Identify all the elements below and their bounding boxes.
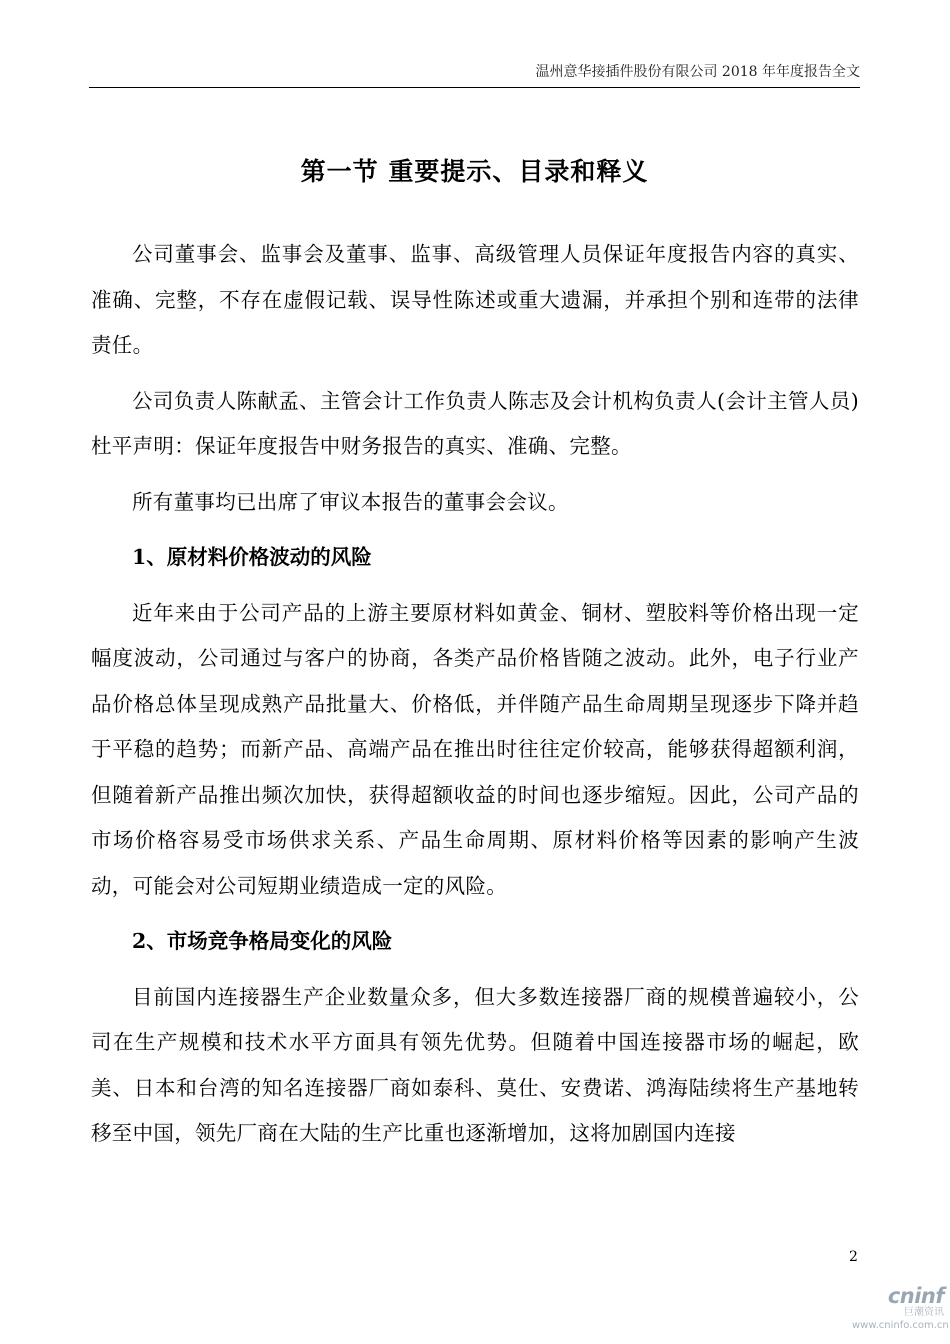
heading-competition-risk: 2、市场竞争格局变化的风险 <box>132 929 393 953</box>
paragraph-responsible-persons: 公司负责人陈献孟、主管会计工作负责人陈志及会计机构负责人(会计主管人员)杜平声明：保证年度报告中财务报告的真实、准确、完整。 <box>91 388 859 458</box>
cninfo-logo-cn: 巨潮资讯 <box>904 1307 944 1318</box>
running-header: 温州意华接插件股份有限公司 2018 年年度报告全文 <box>535 64 860 80</box>
heading-raw-material-risk: 1、原材料价格波动的风险 <box>132 545 372 569</box>
cninfo-watermark <box>852 1284 949 1337</box>
paragraph-directors-attendance: 所有董事均已出席了审议本报告的董事会会议。 <box>132 489 569 514</box>
section-title: 第一节 重要提示、目录和释义 <box>300 157 649 186</box>
cninfo-logo-text: cninf <box>887 1284 944 1308</box>
cninfo-url: www.cninfo.com.cn <box>852 1320 949 1331</box>
page-number: 2 <box>849 1249 858 1265</box>
paragraph-raw-material-risk: 近年来由于公司产品的上游主要原材料如黄金、铜材、塑胶料等价格出现一定幅度波动，公司通过与客户的协商，各类产品价格皆随之波动。此外，电子行业产品价格总体呈现成熟产品批量大、价格低，并伴随产品生命周期呈现逐步下降并趋于平稳的趋势；而新产品、高端产品在推出时往往定价较高，能够获得超额利润，但随着新产品推出频次加快，获得超额收益的时间也逐步缩短。因此，公司产品的市场价格容易受市场供求关系、产品生命周期、原材料价格等因素的影响产生波动，可能会对公司短期业绩造成一定的风险。 <box>91 600 859 898</box>
header-divider <box>89 87 860 88</box>
paragraph-competition-risk: 目前国内连接器生产企业数量众多，但大多数连接器厂商的规模普遍较小，公司在生产规模和技术水平方面具有领先优势。但随着中国连接器市场的崛起，欧美、日本和台湾的知名连接器厂商如泰科、莫仕、安费诺、鸿海陆续将生产基地转移至中国，领先厂商在大陆的生产比重也逐渐增加，这将加剧国内连接 <box>91 984 859 1145</box>
paragraph-board-guarantee: 公司董事会、监事会及董事、监事、高级管理人员保证年度报告内容的真实、准确、完整，不存在虚假记载、误导性陈述或重大遗漏，并承担个别和连带的法律责任。 <box>91 242 859 357</box>
body-content <box>91 232 859 1167</box>
